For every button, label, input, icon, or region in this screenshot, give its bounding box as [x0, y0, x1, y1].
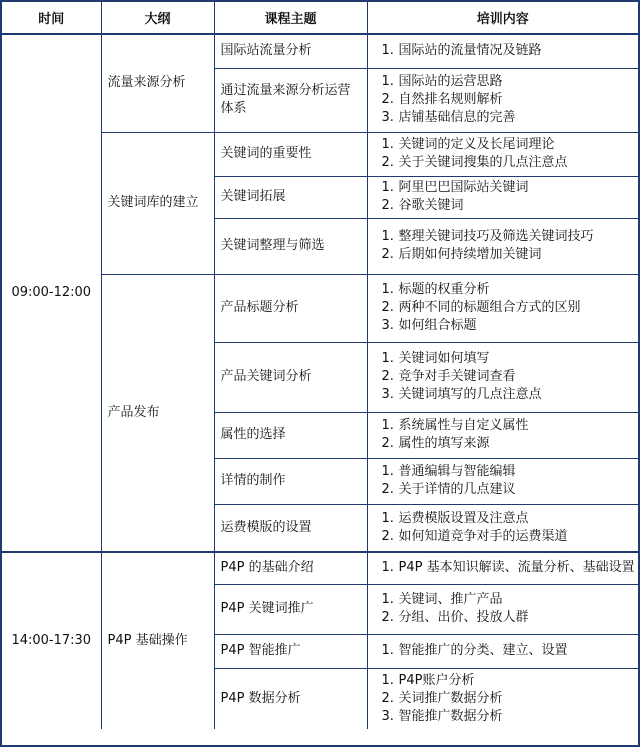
- content-cell: [367, 218, 638, 274]
- list-item: 1. 阿里巴巴国际站关键词: [381, 180, 529, 195]
- item-text: 系统属性与自定义属性: [398, 418, 529, 433]
- item-text: 整理关键词技巧及筛选关键词技巧: [398, 229, 594, 244]
- content-cell: [367, 68, 638, 132]
- outline-cell: 产品发布: [101, 274, 214, 552]
- list-item: 1. 标题的权重分析: [381, 282, 490, 297]
- list-item: 2. 属性的填写来源: [381, 436, 490, 451]
- list-item: 2. 竞争对手关键词查看: [381, 369, 516, 384]
- item-text: 店铺基础信息的完善: [398, 110, 516, 125]
- header-content: 培训内容: [367, 2, 638, 34]
- topic-cell: P4P 的基础介绍: [214, 552, 367, 584]
- content-cell: [367, 34, 638, 68]
- topic-cell: P4P 数据分析: [214, 668, 367, 729]
- list-item: 1. P4P账户分析: [381, 672, 475, 688]
- header-topic: 课程主题: [214, 2, 367, 34]
- content-cell: [367, 504, 638, 552]
- content-list: [382, 228, 633, 264]
- list-item: 2. 关于详情的几点建议: [381, 482, 516, 497]
- list-item: 1. 国际站的流量情况及链路: [381, 43, 542, 59]
- item-text: 国际站的流量情况及链路: [398, 43, 542, 59]
- topic-cell: 通过流量来源分析运营体系: [214, 68, 367, 132]
- item-text: 阿里巴巴国际站关键词: [398, 180, 529, 195]
- list-item: 1. 关键词、推广产品: [381, 592, 503, 607]
- list-item: 2. 分组、出价、投放人群: [381, 610, 529, 625]
- item-text: 如何知道竞争对手的运费渠道: [398, 528, 568, 544]
- topic-cell: P4P 关键词推广: [214, 584, 367, 634]
- item-text: 智能推广的分类、建立、设置: [398, 643, 568, 658]
- time-cell: 14:00-17:30: [2, 552, 101, 729]
- list-item: 1. 智能推广的分类、建立、设置: [381, 643, 568, 658]
- item-text: P4P 基本知识解读、流量分析、基础设置: [398, 560, 635, 576]
- list-item: 2. 两种不同的标题组合方式的区别: [381, 300, 581, 315]
- list-item: 2. 谷歌关键词: [381, 198, 464, 213]
- list-item: 1. 关键词如何填写: [381, 351, 490, 366]
- list-item: 1. 国际站的运营思路: [381, 74, 503, 89]
- header-outline: 大纲: [101, 2, 214, 34]
- content-list: [382, 672, 633, 726]
- content-cell: [367, 552, 638, 584]
- content-list: [382, 42, 633, 60]
- topic-cell: 产品标题分析: [214, 274, 367, 342]
- content-cell: [367, 176, 638, 218]
- list-item: 1. 关键词的定义及长尾词理论: [381, 137, 555, 152]
- item-text: 分组、出价、投放人群: [398, 610, 529, 625]
- content-list: [382, 642, 633, 660]
- content-cell: [367, 342, 638, 412]
- item-text: 自然排名规则解析: [398, 92, 503, 107]
- list-item: 3. 关键词填写的几点注意点: [381, 387, 542, 402]
- topic-cell: 属性的选择: [214, 412, 367, 458]
- item-text: 国际站的运营思路: [398, 74, 503, 89]
- item-text: 关键词、推广产品: [398, 592, 503, 607]
- list-item: 3. 如何组合标题: [381, 318, 477, 333]
- item-text: 竞争对手关键词查看: [398, 369, 516, 384]
- list-item: 1. 整理关键词技巧及筛选关键词技巧: [381, 229, 594, 244]
- content-list: [382, 463, 633, 499]
- content-list: [382, 350, 633, 404]
- training-schedule-table: [2, 2, 638, 729]
- item-text: 谷歌关键词: [398, 198, 464, 213]
- list-item: 2. 关于关键词搜集的几点注意点: [381, 155, 568, 170]
- header-time: 时间: [2, 2, 101, 34]
- table-row: [2, 34, 638, 68]
- item-text: P4P账户分析: [398, 672, 475, 688]
- content-cell: [367, 274, 638, 342]
- item-text: 智能推广数据分析: [398, 708, 503, 724]
- list-item: 1. P4P 基本知识解读、流量分析、基础设置: [381, 560, 635, 576]
- list-item: 2. 自然排名规则解析: [381, 92, 503, 107]
- content-list: [382, 417, 633, 453]
- content-cell: [367, 412, 638, 458]
- topic-cell: 国际站流量分析: [214, 34, 367, 68]
- item-text: 关键词如何填写: [398, 351, 490, 366]
- topic-cell: 关键词整理与筛选: [214, 218, 367, 274]
- time-cell: 09:00-12:00: [2, 34, 101, 552]
- item-text: 关于关键词搜集的几点注意点: [398, 155, 568, 170]
- outline-cell: 关键词库的建立: [101, 132, 214, 274]
- list-item: 2. 如何知道竞争对手的运费渠道: [381, 528, 568, 544]
- content-list: [382, 73, 633, 127]
- content-cell: [367, 132, 638, 176]
- content-list: [382, 559, 633, 577]
- topic-cell: 关键词拓展: [214, 176, 367, 218]
- content-list: [382, 510, 633, 546]
- item-text: 运费模版设置及注意点: [398, 510, 529, 526]
- table-row: [2, 552, 638, 584]
- content-list: [382, 179, 633, 215]
- item-text: 后期如何持续增加关键词: [398, 247, 542, 262]
- item-text: 如何组合标题: [398, 318, 477, 333]
- content-cell: [367, 668, 638, 729]
- item-text: 关于详情的几点建议: [398, 482, 516, 497]
- item-text: 普通编辑与智能编辑: [398, 464, 516, 479]
- content-cell: [367, 584, 638, 634]
- content-list: [382, 281, 633, 335]
- content-list: [382, 136, 633, 172]
- topic-cell: P4P 智能推广: [214, 634, 367, 668]
- list-item: 3. 店铺基础信息的完善: [381, 110, 516, 125]
- outline-cell: 流量来源分析: [101, 34, 214, 132]
- schedule-body: [2, 34, 638, 729]
- list-item: 1. 普通编辑与智能编辑: [381, 464, 516, 479]
- item-text: 关键词填写的几点注意点: [398, 387, 542, 402]
- content-cell: [367, 634, 638, 668]
- header-row: [2, 2, 638, 34]
- list-item: 2. 后期如何持续增加关键词: [381, 247, 542, 262]
- topic-cell: 运费模版的设置: [214, 504, 367, 552]
- item-text: 关词推广数据分析: [398, 690, 503, 706]
- list-item: 2. 关词推广数据分析: [381, 690, 503, 706]
- item-text: 两种不同的标题组合方式的区别: [398, 300, 581, 315]
- list-item: 1. 系统属性与自定义属性: [381, 418, 529, 433]
- list-item: 3. 智能推广数据分析: [381, 708, 503, 724]
- item-text: 标题的权重分析: [398, 282, 490, 297]
- topic-cell: 关键词的重要性: [214, 132, 367, 176]
- content-list: [382, 591, 633, 627]
- outline-cell: P4P 基础操作: [101, 552, 214, 729]
- item-text: 关键词的定义及长尾词理论: [398, 137, 555, 152]
- topic-cell: 详情的制作: [214, 458, 367, 504]
- content-cell: [367, 458, 638, 504]
- list-item: 1. 运费模版设置及注意点: [381, 510, 529, 526]
- item-text: 属性的填写来源: [398, 436, 490, 451]
- topic-cell: 产品关键词分析: [214, 342, 367, 412]
